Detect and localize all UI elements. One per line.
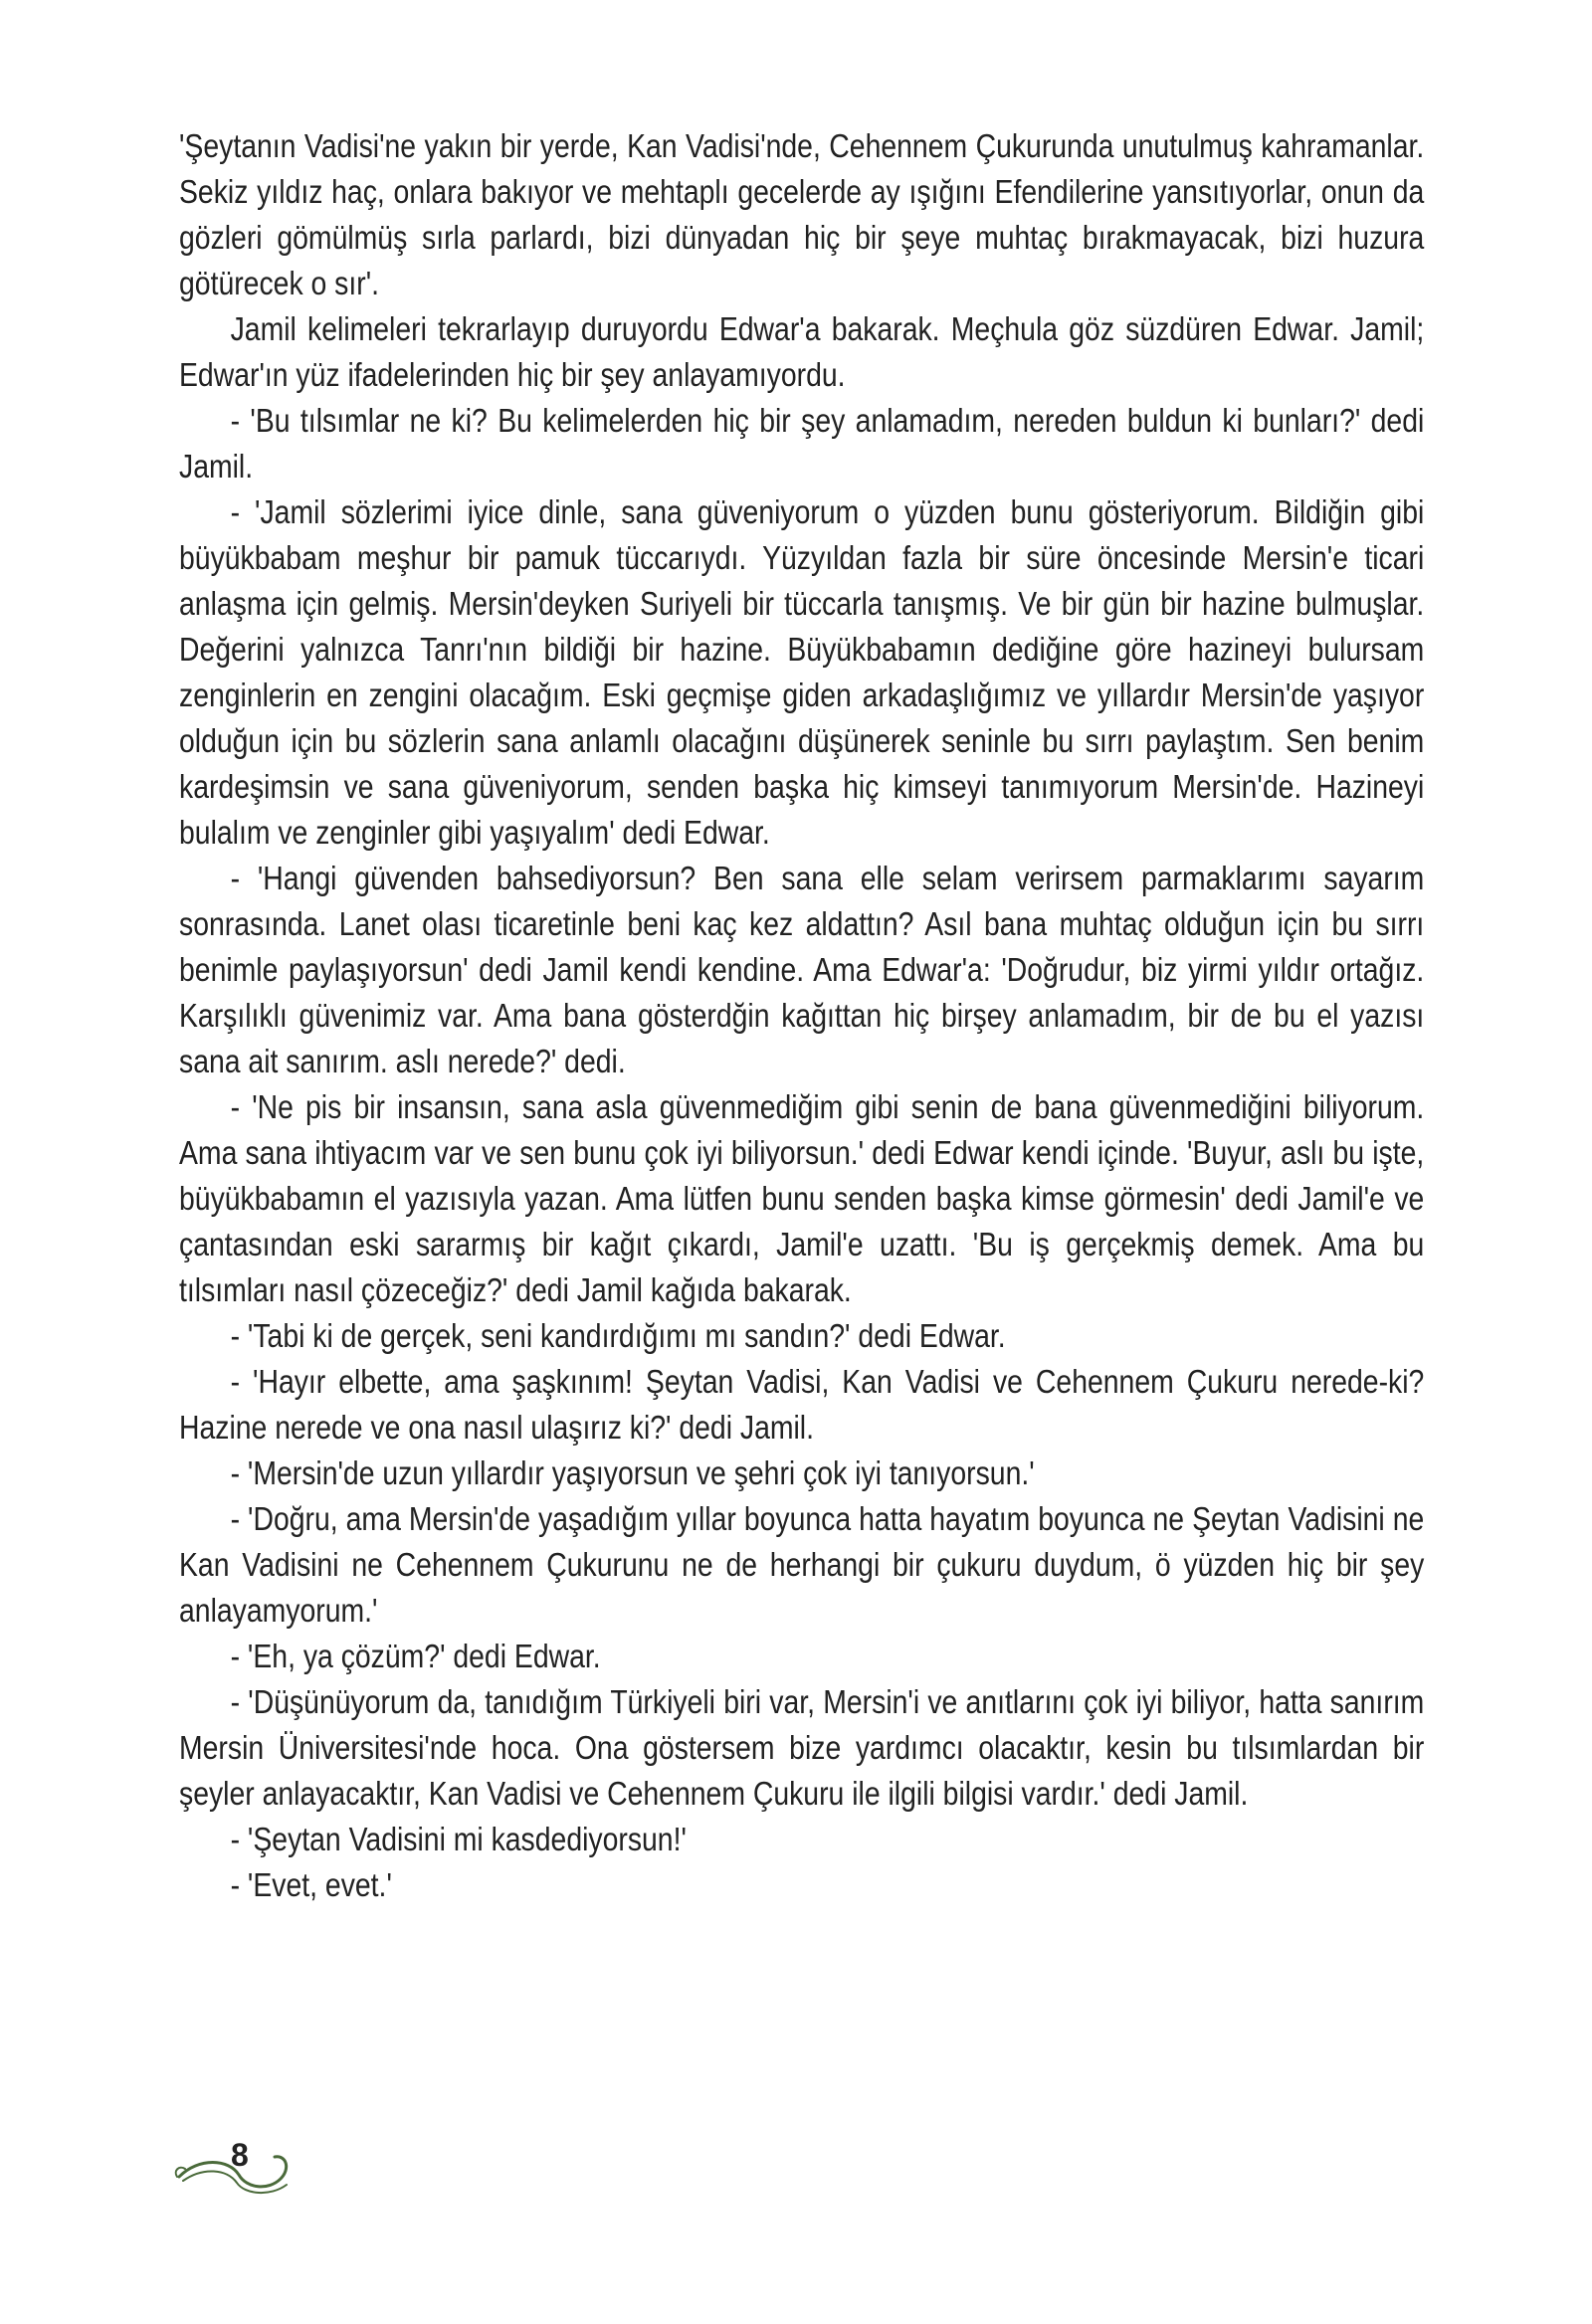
paragraph-2: Jamil kelimeleri tekrarlayıp duruyordu Edwar'a bakarak. Meçhula göz süzdüren Edwar. Jamil; Edwar'ın yüz ifadelerinden hiç bir şey anlayamıyordu. (179, 310, 1425, 393)
paragraph-6: - 'Ne pis bir insansın, sana asla güvenmediğim gibi senin de bana güvenmediğini biliyorum. Ama sana ihtiyacım var ve sen bunu çok iyi biliyorsun.' dedi Edwar kendi içinde. 'Buyur, aslı bu işte, büyükbabamın el yazısıyla yazan. Ama lütfen bunu senden başka kimse görmesin' dedi Jamil'e ve çantasından eski sararmış bir kağıt çıkardı, Jamil'e uzattı. 'Bu iş gerçekmiş demek. Ama bu tılsımları nasıl çözeceğiz?' dedi Jamil kağıda bakarak. (179, 1088, 1425, 1308)
paragraph-4: - 'Jamil sözlerimi iyice dinle, sana güveniyorum o yüzden bunu gösteriyorum. Bildiğin gibi büyükbabam meşhur bir pamuk tüccarıydı. Yüzyıldan fazla bir süre öncesinde Mersin'e ticari anlaşma için gelmiş. Mersin'deyken Suriyeli bir tüccarla tanışmış. Ve bir gün bir hazine bulmuşlar. Değerini yalnızca Tanrı'nın bildiği bir hazine. Büyükbabamın dediğine göre hazineyi bulursam zenginlerin en zengini olacağım. Eski geçmişe giden arkadaşlığımız ve yıllardır Mersin'de yaşıyor olduğun için bu sözlerin sana anlamlı olacağını düşünerek seninle bu sırrı paylaştım. Sen benim kardeşimsin ve sana güveniyorum, senden başka hiç kimseyi tanımıyorum Mersin'de. Hazineyi bulalım ve zenginler gibi yaşıyalım' dedi Edwar. (179, 493, 1425, 851)
paragraph-13: - 'Şeytan Vadisini mi kasdediyorsun!' (230, 1821, 687, 1857)
page-footer (169, 2137, 318, 2201)
paragraph-3: - 'Bu tılsımlar ne ki? Bu kelimelerden hiç bir şey anlamadım, nereden buldun ki bunları?' dedi Jamil. (179, 402, 1425, 484)
paragraph-9: - 'Mersin'de uzun yıllardır yaşıyorsun ve şehri çok iyi tanıyorsun.' (230, 1454, 1035, 1491)
paragraph-5: - 'Hangi güvenden bahsediyorsun? Ben sana elle selam verirsem parmaklarımı sayarım sonrasında. Lanet olası ticaretinle beni kaç kez aldattın? Asıl bana muhtaç olduğun için bu sırrı benimle paylaşıyorsun' dedi Jamil kendi kendine. Ama Edwar'a: 'Doğrudur, biz yirmi yıldır ortağız. Karşılıklı güvenimiz var. Ama bana gösterdğin kağıttan hiç birşey anlamadım, bir de bu el yazısı sana ait sanırım. aslı nerede?' dedi. (179, 860, 1425, 1079)
page-number: 8 (231, 2137, 249, 2173)
paragraph-11: - 'Eh, ya çözüm?' dedi Edwar. (230, 1638, 601, 1674)
paragraph-10: - 'Doğru, ama Mersin'de yaşadığım yıllar boyunca hatta hayatım boyunca ne Şeytan Vadisini ne Kan Vadisini ne Cehennem Çukurunu ne de herhangi bir çukuru duydum, ö yüzden hiç bir şey anlayamyorum.' (179, 1500, 1425, 1629)
paragraph-7: - 'Tabi ki de gerçek, seni kandırdığımı mı sandın?' dedi Edwar. (230, 1317, 1006, 1354)
paragraph-12: - 'Düşünüyorum da, tanıdığım Türkiyeli biri var, Mersin'i ve anıtlarını çok iyi biliyor, hatta sanırım Mersin Üniversitesi'nde hoca. Ona göstersem bize yardımcı olacaktır, kesin bu tılsımlardan bir şeyler anlayacaktır, Kan Vadisi ve Cehennem Çukuru ile ilgili bilgisi vardır.' dedi Jamil. (179, 1683, 1425, 1812)
paragraph-8: - 'Hayır elbette, ama şaşkınım! Şeytan Vadisi, Kan Vadisi ve Cehennem Çukuru nerede-ki? Hazine nerede ve ona nasıl ulaşırız ki?' dedi Jamil. (179, 1363, 1425, 1446)
paragraph-1: 'Şeytanın Vadisi'ne yakın bir yerde, Kan Vadisi'nde, Cehennem Çukurunda unutulmuş kahramanlar. Sekiz yıldız haç, onlara bakıyor ve mehtaplı gecelerde ay ışığını Efendilerine yansıtıyorlar, onun da gözleri gömülmüş sırla parlardı, bizi dünyadan hiç bir şeye muhtaç bırakmayacak, bizi huzura götürecek o sır'. (179, 127, 1425, 301)
paragraph-14: - 'Evet, evet.' (230, 1866, 392, 1903)
body-text (179, 123, 1424, 1908)
